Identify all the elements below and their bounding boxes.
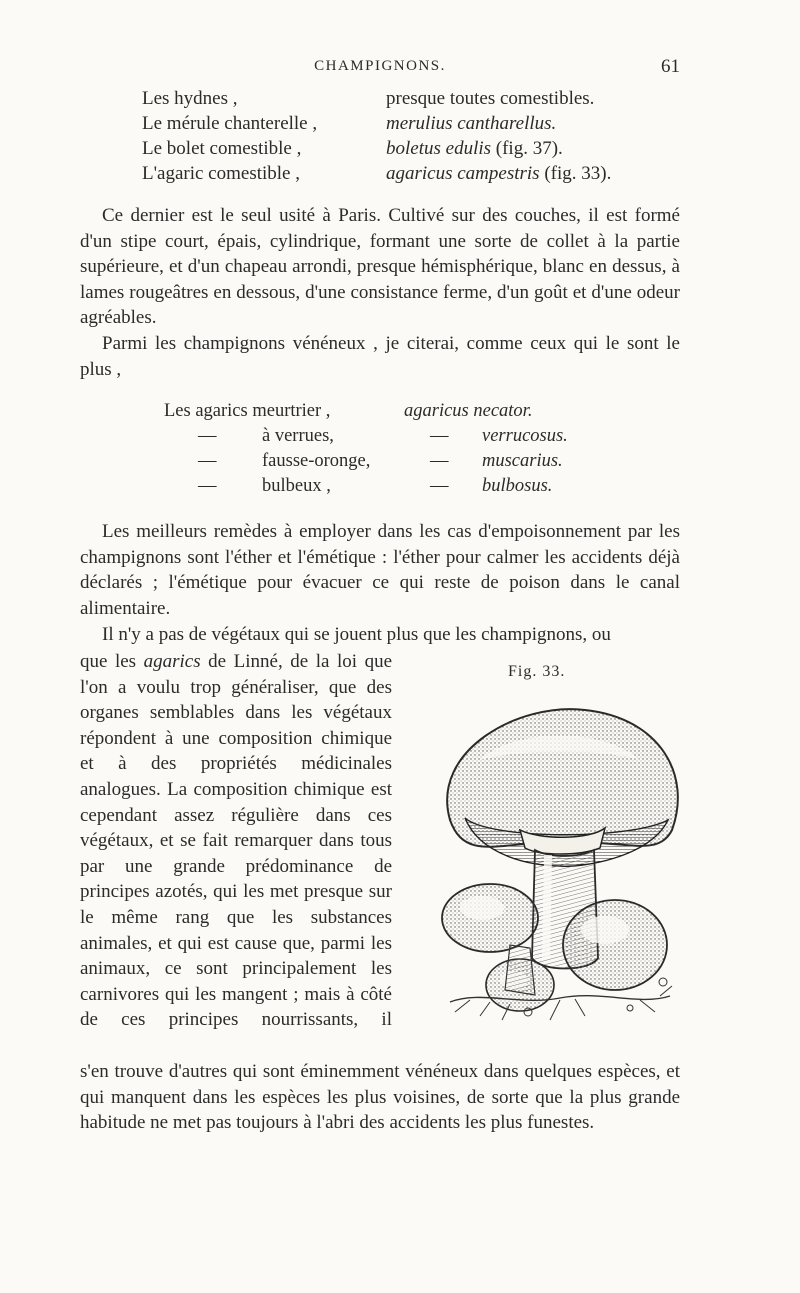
paragraph-chemistry-tail: [80, 1059, 680, 1136]
species-latin-name: muscarius.: [482, 451, 563, 471]
paragraph-text: Les meilleurs remèdes à employer dans les cas d'empoisonnement par les champignons sont l'éther et l'émétique : l'éther pour calmer les accidents déjà déclarés ; l'émétique pour évacuer ce qui reste de poison dans le canal alimentaire.: [80, 521, 680, 619]
ditto-dash: —: [198, 426, 217, 446]
list-item: [80, 136, 700, 161]
ditto-dash: —: [430, 451, 449, 471]
species-note: presque toutes comestibles.: [386, 88, 595, 109]
mushroom-illustration-icon: [410, 690, 700, 1045]
species-latin-name: verrucosus.: [482, 426, 568, 446]
text-run-italic: agarics: [143, 651, 201, 672]
paragraph-chemistry-intro: [80, 622, 680, 648]
poisonous-species-list: [80, 399, 700, 499]
paragraph-text: Il n'y a pas de végétaux qui se jouent plus que les champignons, ou: [102, 624, 611, 645]
paragraph-text: Parmi les champignons vénéneux , je citerai, comme ceux qui le sont le plus ,: [80, 333, 680, 380]
species-common-name: L'agaric comestible ,: [142, 163, 300, 184]
species-latin-name: agaricus campestris: [386, 163, 540, 184]
list-item: [80, 111, 700, 136]
paragraph-chemistry-wrapped: [80, 649, 392, 1033]
list-item: [80, 399, 700, 424]
text-run: de Linné, de la loi que l'on a voulu trop généraliser, que des organes semblables dans les végétaux répondent à une composition chimique et à des propriétés médicinales analogues. La composition chimique est cependant assez régulière dans ces végétaux, et se fait remarquer dans tous par une grande prédominance de principes azotés, qui les met presque sur le même rang que les substances animales, et qui est cause que, parmi les animaux, ce sont principalement les carnivores qui les mangent ; mais à côté de ces principes nourrissants, il: [80, 651, 393, 1031]
species-common-name: à verrues,: [262, 426, 334, 446]
list-item: [80, 161, 700, 186]
ditto-dash: —: [198, 476, 217, 496]
species-latin-name: bulbosus.: [482, 476, 553, 496]
species-latin-name: merulius cantharellus.: [386, 113, 557, 134]
edible-species-list: [80, 86, 700, 186]
species-latin-cell: [386, 136, 563, 161]
paragraph-text: [80, 649, 392, 1033]
species-latin-name: agaricus necator.: [404, 401, 533, 421]
page-number: 61: [661, 56, 680, 77]
species-common-name: bulbeux ,: [262, 476, 331, 496]
text-run: que les: [80, 651, 137, 672]
ditto-dash: —: [430, 476, 449, 496]
paragraph-text: Ce dernier est le seul usité à Paris. Cultivé sur des couches, il est formé d'un stipe court, épais, cylindrique, formant une sorte de collet à la partie supérieure, et d'un chapeau arrondi, presque hémisphérique, blanc en dessus, à lames rougeâtres en dessous, d'une consistance ferme, d'un goût et d'une odeur agréables.: [80, 205, 680, 328]
paragraph-poisonous-intro: [80, 331, 680, 382]
species-common-name: fausse-oronge,: [262, 451, 371, 471]
page-header: [80, 56, 680, 80]
species-common-name: Les agarics meurtrier ,: [164, 401, 331, 421]
species-latin-cell: [386, 161, 611, 186]
paragraph-remedies: [80, 519, 680, 621]
ditto-dash: —: [430, 426, 449, 446]
figure-caption: Fig. 33.: [508, 663, 566, 680]
figure-reference: (fig. 33).: [539, 163, 612, 184]
list-item: [80, 86, 700, 111]
paragraph-text: s'en trouve d'autres qui sont éminemment vénéneux dans quelques espèces, et qui manquent dans les espèces les plus voisines, de sorte que la plus grande habitude ne met pas toujours à l'abri des accidents les plus funestes.: [80, 1061, 680, 1134]
species-common-name: Les hydnes ,: [142, 88, 238, 109]
list-item: [80, 449, 700, 474]
paragraph-agaric-description: [80, 203, 680, 331]
figure-reference: (fig. 37).: [491, 138, 563, 159]
running-title: CHAMPIGNONS.: [314, 58, 446, 74]
list-item: [80, 474, 700, 499]
ditto-dash: —: [198, 451, 217, 471]
species-latin-name: boletus edulis: [386, 138, 492, 159]
list-item: [80, 424, 700, 449]
species-common-name: Le bolet comestible ,: [142, 138, 302, 159]
species-common-name: Le mérule chanterelle ,: [142, 113, 318, 134]
